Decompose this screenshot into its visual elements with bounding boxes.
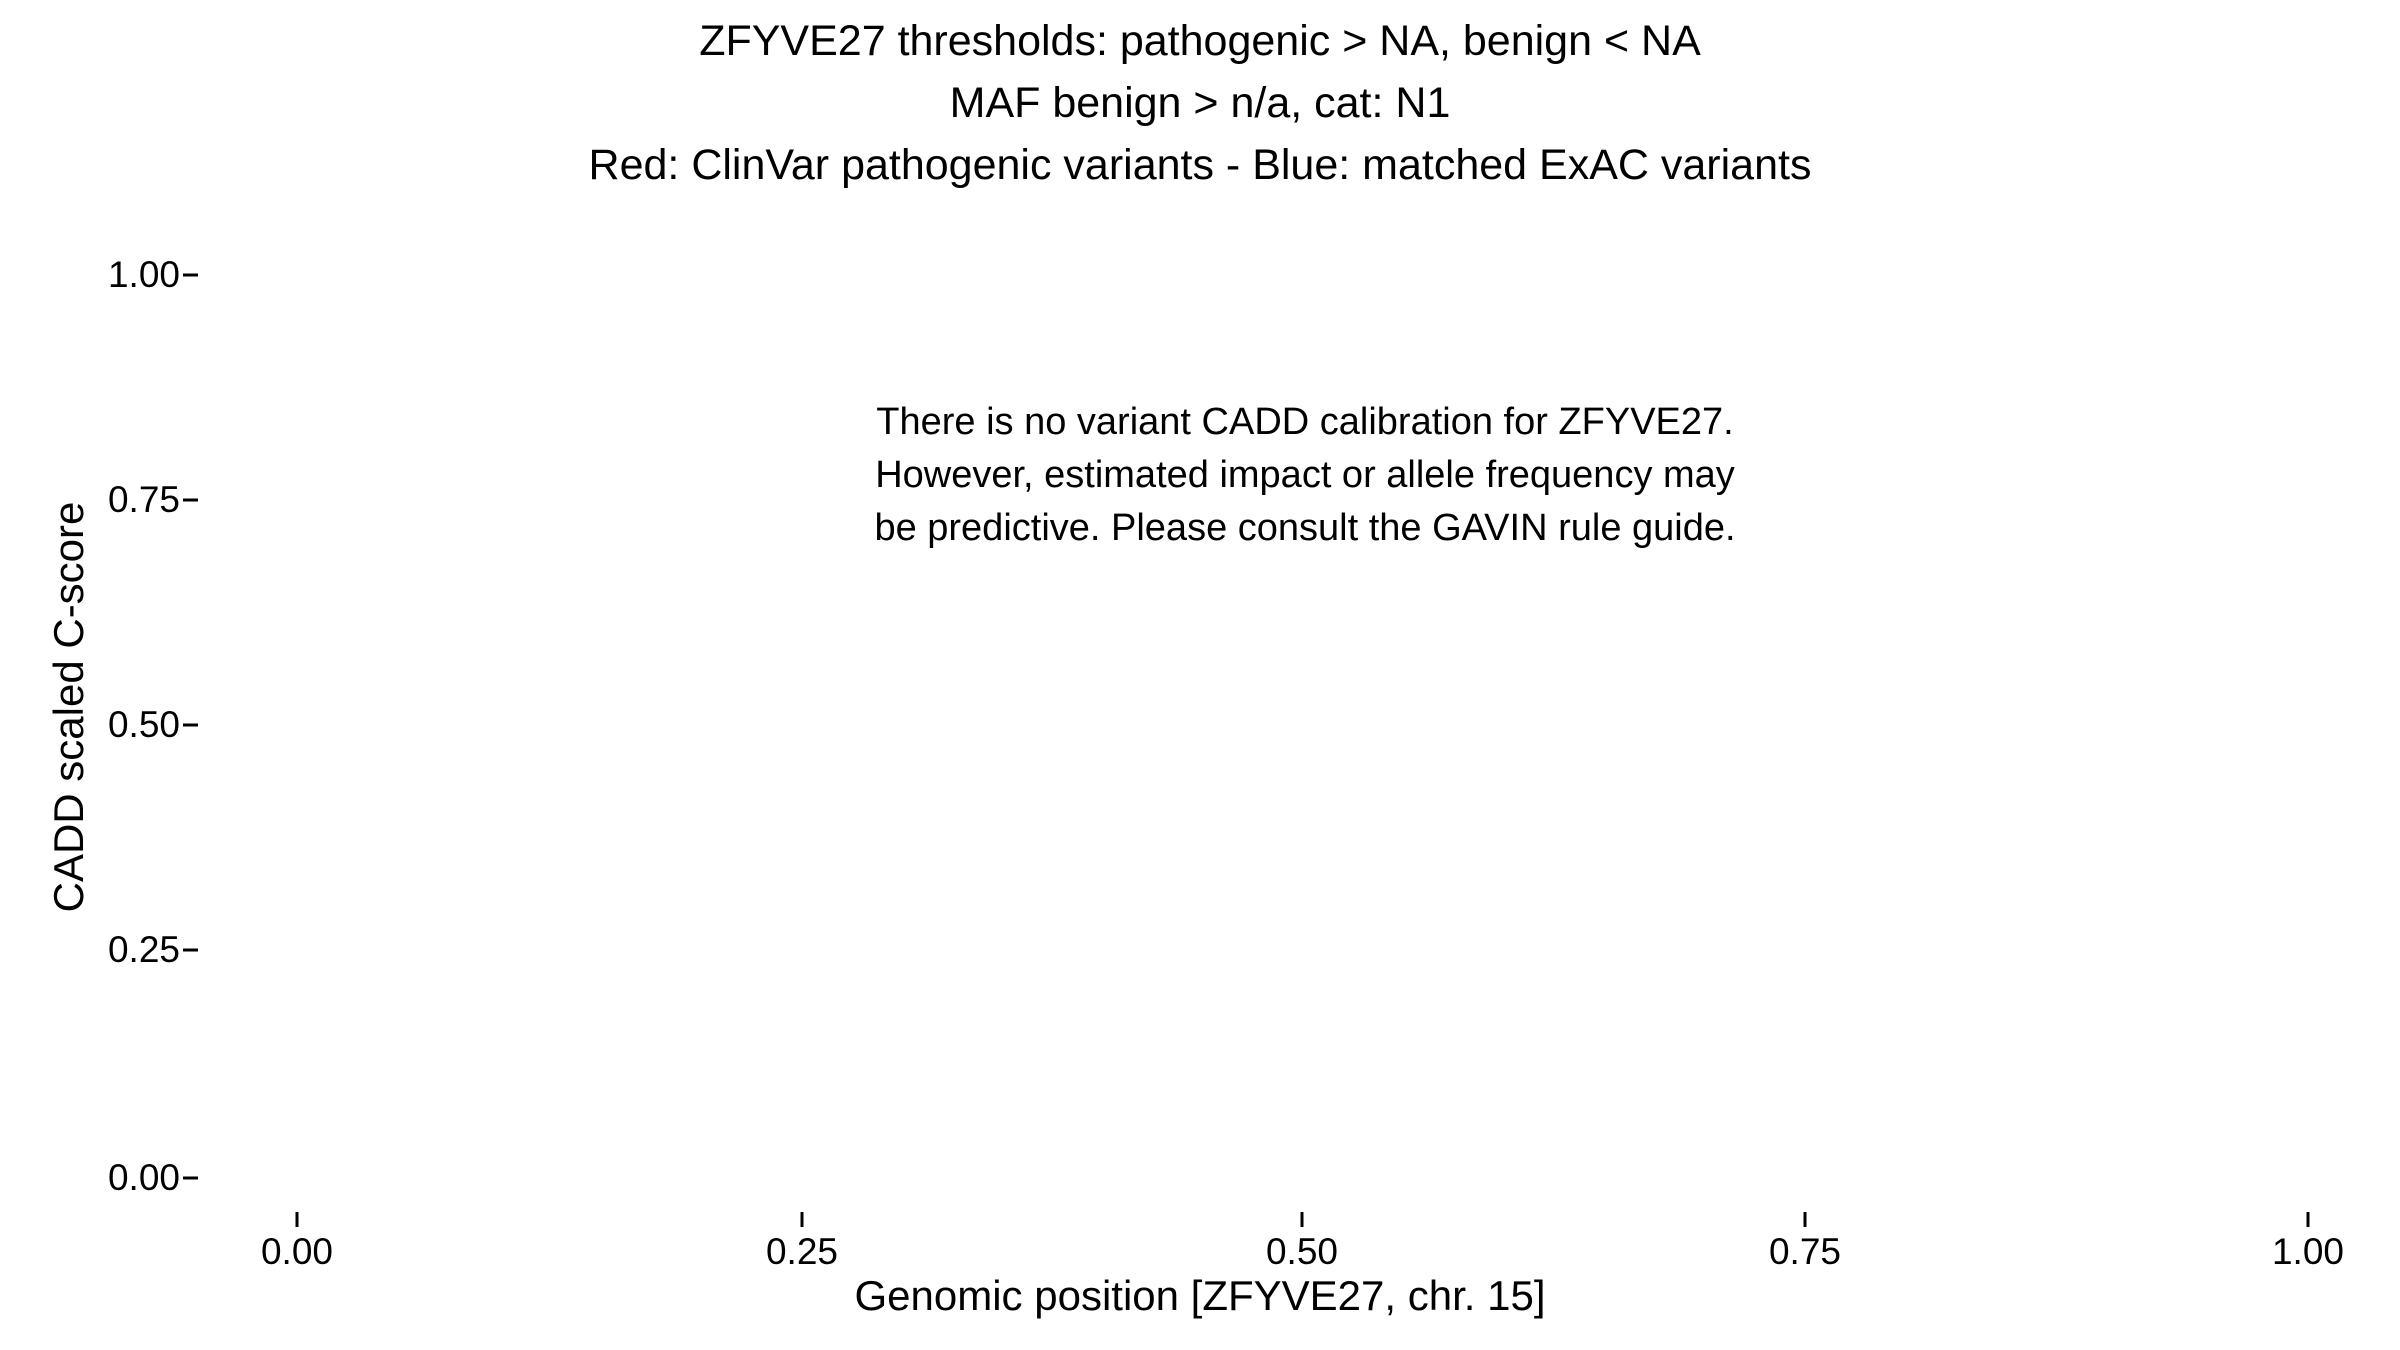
x-axis-title: Genomic position [ZFYVE27, chr. 15] xyxy=(854,1272,1546,1319)
y-tick-mark-0.00 xyxy=(183,1177,198,1180)
x-tick-label-0.25: 0.25 xyxy=(765,1231,838,1272)
x-tick-mark-0.25 xyxy=(801,1212,804,1227)
y-tick-mark-0.25 xyxy=(183,949,198,952)
annotation-line-2: However, estimated impact or allele frequency may xyxy=(875,454,1735,496)
x-tick-mark-0.00 xyxy=(296,1212,299,1227)
y-tick-label-0.50: 0.50 xyxy=(107,704,180,745)
x-tick-label-1.00: 1.00 xyxy=(2271,1231,2344,1272)
x-tick-mark-1.00 xyxy=(2307,1212,2310,1227)
chart-title xyxy=(0,10,2400,196)
y-tick-label-0.75: 0.75 xyxy=(107,479,180,520)
chart-title-line-1: ZFYVE27 thresholds: pathogenic > NA, benign < NA xyxy=(699,17,1701,65)
annotation-line-3: be predictive. Please consult the GAVIN rule guide. xyxy=(874,507,1736,549)
annotation-line-1: There is no variant CADD calibration for ZFYVE27. xyxy=(876,401,1734,443)
y-tick-mark-1.00 xyxy=(183,274,198,277)
y-tick-mark-0.50 xyxy=(183,724,198,727)
no-calibration-annotation xyxy=(770,396,1840,555)
chart-title-line-3: Red: ClinVar pathogenic variants - Blue: matched ExAC variants xyxy=(588,141,1812,189)
x-tick-mark-0.75 xyxy=(1804,1212,1807,1227)
x-tick-label-0.00: 0.00 xyxy=(260,1231,333,1272)
x-tick-mark-0.50 xyxy=(1301,1212,1304,1227)
y-axis-title: CADD scaled C-score xyxy=(45,501,92,913)
chart-title-line-2: MAF benign > n/a, cat: N1 xyxy=(949,79,1451,127)
y-tick-label-0.00: 0.00 xyxy=(107,1157,180,1198)
y-tick-label-0.25: 0.25 xyxy=(107,929,180,970)
y-tick-label-1.00: 1.00 xyxy=(107,254,180,295)
x-tick-label-0.50: 0.50 xyxy=(1265,1231,1338,1272)
y-tick-mark-0.75 xyxy=(183,499,198,502)
x-tick-label-0.75: 0.75 xyxy=(1768,1231,1841,1272)
